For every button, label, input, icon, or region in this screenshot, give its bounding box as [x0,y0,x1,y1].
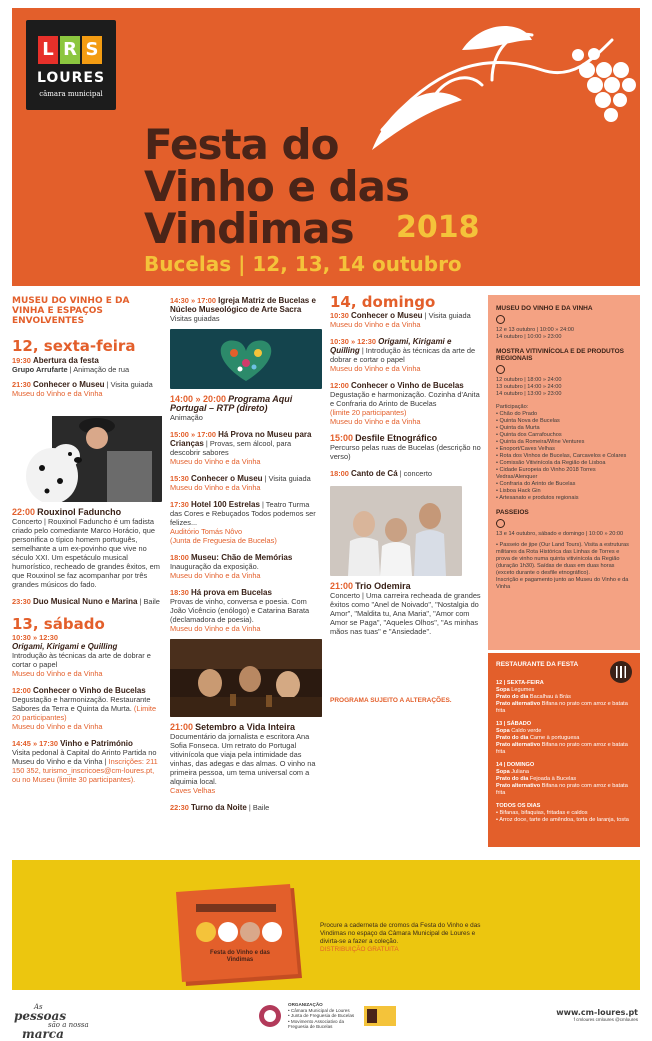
menu-value: Bifana no prato com arroz e batata frita [496,742,628,755]
event-title: Igreja Matriz de Bucelas e Núcleo Museológico de Arte Sacra [170,296,316,314]
event-time: 10:30 » 12:30 [330,337,377,346]
org-line: • Câmara Municipal de Loures [288,1007,350,1013]
event-time: 10:30 [330,311,349,320]
list-item: • Artesanato e produtos regionais [496,495,579,501]
clock-icon [496,365,505,374]
booklet-cover-title: Festa do Vinho e das Vindimas [210,950,270,963]
event-title: Origami, Kirigami e Quilling [12,642,118,651]
menu-label: Prato do dia [496,694,529,700]
menu-label: Prato alternativo [496,701,541,707]
event-item [330,311,482,329]
rouxinol-photo [12,406,162,502]
info-desc: • Passeio de jipe (Our Land Tours). Visita a estruturas militares da Rota Histórica das Linhas de Torres e prova de vinho numa quinta vitivinícola da Região (duração 1h30). Saídas de duas em duas horas (exceto durante o desfile etnográfico). [496,542,629,576]
clock-icon [496,315,505,324]
event-item [170,588,322,633]
day-heading: 14, domingo [330,293,436,311]
event-item [170,296,322,323]
event-time: 21:30 [12,380,31,389]
day-heading: 12, sexta-feira [12,337,136,355]
event-item [330,582,482,636]
booklet-text-block [320,922,490,954]
event-desc: Degustação e harmonização. Cozinha d'Anita e Confraria do Arinto de Bucelas [330,390,480,408]
menu-label: Prato do dia [496,735,529,741]
cutlery-icon [610,661,632,683]
event-time: 15:00 [330,433,354,443]
section-title: MUSEU DO VINHO E DA VINHA E ESPAÇOS ENVOLVENTES [12,296,130,326]
event-year: 2018 [396,210,480,245]
menu-value: Fejoada à Bucelas [529,776,577,782]
menu-day [496,762,632,797]
info-section-title: MUSEU DO VINHO E DA VINHA [496,305,593,312]
event-item [12,380,162,398]
restaurant-panel [488,653,640,847]
event-time: 21:00 [170,722,194,732]
wine-city-logo [364,1006,396,1026]
event-title: Rouxinol Faduncho [37,507,122,517]
event-desc: | Baile [137,597,160,606]
event-note: Inscrições: 211 150 352, turismo_inscricoes@cm-loures.pt, ou no Museu (limite 30 participantes). [12,757,158,784]
info-line: 12 outubro | 18:00 » 24:00 [496,377,562,383]
menu-value: Bifanas, bifaquias, fritadas e caldos [499,810,588,816]
event-item [170,474,322,492]
logo-letter: S [82,36,102,64]
event-desc: | Provas, sem álcool, para descobrir sabores [170,439,292,457]
menu-label: Prato do dia [496,776,529,782]
menu-value: Bacalhau à Brás [529,694,571,700]
booklet-image [176,882,306,988]
slogan-line: pessoas [14,1009,67,1023]
event-desc: Animação [170,413,203,422]
info-panel-top [488,295,640,650]
event-time: 12:00 [12,686,31,695]
participants-list [496,411,632,502]
event-item [170,395,322,422]
menu-day-title: 12 | SEXTA-FEIRA [496,680,544,686]
event-item [330,337,482,373]
menu-day-title: TODOS OS DIAS [496,803,541,809]
info-section-title: MOSTRA VITIVINÍCOLA E DE PRODUTOS REGIONAIS [496,348,624,362]
heart-illustration [170,329,322,389]
event-location: Museu do Vinho e da Vinha [170,457,261,466]
event-time: 18:00 [330,469,349,478]
organization-block [288,1002,358,1030]
event-desc: | Teatro Turma das Cores e Rebuçados Todos podemos ser felizes... [170,500,316,527]
event-time: 15:30 [170,474,189,483]
booklet-note: DISTRIBUIÇÃO GRATUITA [320,946,399,953]
org-label: ORGANIZAÇÃO [288,1002,323,1007]
event-time: 14:30 » 17:00 [170,296,217,305]
event-title: Turno da Noite [190,803,247,812]
event-item [12,633,162,678]
program-note: PROGRAMA SUJEITO A ALTERAÇÕES. [330,697,452,704]
event-title: Vinho e Património [60,739,133,748]
list-item: • Confraria do Arinto de Bucelas [496,481,576,487]
event-item [12,686,162,731]
menu-label: Prato alternativo [496,783,541,789]
org-line: • Junta de Freguesia de Bucelas [288,1013,355,1019]
event-desc: Inauguração da exposição. [170,562,259,571]
event-time: 17:30 [170,500,189,509]
event-title: Duo Musical Nuno e Marina [32,597,138,606]
slogan-line: As [34,1003,43,1011]
event-location: Museu do Vinho e da Vinha [12,722,103,731]
event-time: 22:00 [12,507,36,517]
event-title: Conhecer o Vinho de Bucelas [32,686,146,695]
logo-letter: L [38,36,58,64]
event-note: (Junta de Freguesia de Bucelas) [170,536,277,545]
festival-seal-icon [258,1004,282,1028]
event-desc: Provas de vinho, conversa e poesia. Com João Vicêncio (enólogo) e Catarina Barata (declamadora de poesia). [170,597,310,624]
loures-logo [26,20,116,110]
event-location: Museu do Vinho e da Vinha [330,364,421,373]
menu-value: Bifana no prato com arroz e batata frita [496,701,628,714]
event-title: Há prova em Bucelas [190,588,272,597]
event-desc: | Baile [246,803,270,812]
event-title: Trio Odemira [355,581,411,591]
participants-label: Participação: [496,404,529,410]
info-line: 13 outubro | 14:00 » 24:00 [496,384,562,390]
menu-label: Prato alternativo [496,742,541,748]
info-line: 14 outubro | 10:00 » 23:00 [496,334,562,340]
page-title-line3: Vindimas [144,204,354,253]
trio-odemira-photo [330,486,462,576]
event-location: Museu do Vinho e da Vinha [170,571,261,580]
event-title: Hotel 100 Estrelas [190,500,260,509]
menu-value: Bifana no prato com arroz e batata frita [496,783,628,796]
event-item [330,469,482,478]
info-note: Inscrição e pagamento junto ao Museu do Vinho e da Vinha [496,577,629,590]
event-dates: Bucelas | 12, 13, 14 outubro [144,252,462,276]
list-item: • Rota dos Vinhos de Bucelas, Carcavelos e Colares [496,453,627,459]
event-desc: | Visita guiada [104,380,153,389]
info-section-title: PASSEIOS [496,509,529,516]
info-line: 13 e 14 outubro, sábado e domingo | 10:00 » 20:00 [496,531,624,537]
event-desc: Visitas guiadas [170,314,220,323]
vine-ornament-icon [372,10,640,150]
menu-day-title: 14 | DOMINGO [496,762,535,768]
event-desc-bold: Grupo Arrufarte [12,365,68,374]
menu-label: Sopa [496,687,510,693]
event-location: Museu do Vinho e da Vinha [330,320,421,329]
list-item: • Lisboa Hack Gin [496,488,541,494]
list-item: • Cidade Europeia do Vinho 2018 Torres Vedras/Alenquer [496,467,596,480]
menu-value: Carne à portuguesa [529,735,580,741]
event-desc: Degustação e harmonização. Restaurante Sabores da Terra e Quinta da Murta. [12,695,151,713]
info-line: 14 outubro | 13:00 » 23:00 [496,391,562,397]
event-time: 22:30 [170,803,189,812]
logo-letter: R [60,36,80,64]
event-time: 15:00 » 17:00 [170,430,217,439]
menu-value: Caldo verde [511,728,542,734]
event-location: Caves Velhas [170,786,216,795]
event-title: Conhecer o Museu [190,474,263,483]
page-title-line1: Festa do [144,120,339,169]
list-item: • Chão do Prado [496,411,538,417]
event-time: 14:00 » 20:00 [170,394,227,404]
clock-icon [496,519,505,528]
logo-brand: LOURES [36,70,106,86]
page-title-line2: Vinho e das [144,162,409,211]
day-heading: 13, sábado [12,615,105,633]
event-item [170,553,322,580]
social-handles: f cmloures cmloures @cmloures [573,1017,638,1022]
event-title: Abertura da festa [32,356,99,365]
event-location: Auditório Tomás Nôvo [170,527,243,536]
column-1 [12,296,162,784]
event-location: Museu do Vinho e da Vinha [330,417,421,426]
list-item: • Comissão Vitivinícola da Região de Lisboa [496,460,606,466]
event-title: Conhecer o Museu [350,311,423,320]
event-location: Museu do Vinho e da Vinha [170,624,261,633]
event-location: Museu do Vinho e da Vinha [12,669,103,678]
menu-day [496,721,632,756]
event-note: (limite 20 participantes) [330,408,407,417]
event-desc: | Visita guiada [422,311,471,320]
event-time: 23:30 [12,597,31,606]
info-panel [488,295,640,847]
slogan-line: marca [22,1027,64,1041]
info-line: 12 e 13 outubro | 10:00 » 24:00 [496,327,574,333]
event-title: Conhecer o Vinho de Bucelas [350,381,464,390]
event-desc: Introdução às técnicas da arte de dobrar e cortar o papel [12,651,151,669]
footer-bar [0,998,652,1041]
event-desc: | Animação de rua [67,365,130,374]
event-time: 18:30 [170,588,189,597]
event-desc: Visita pedonal à Capital do Arinto Partida no Museu do Vinho e da Vinha | [12,748,157,766]
menu-label: Sopa [496,769,510,775]
event-time: 14:45 » 17:30 [12,739,59,748]
list-item: • Quinta Nova de Bucelas [496,418,560,424]
list-item: • Enoport/Caves Velhas [496,446,555,452]
event-desc: | Introdução às técnicas da arte de dobrar e cortar o papel [330,346,476,364]
event-desc: Concerto | Uma carreira recheada de grandes êxitos como "Anel de Noivado", "Nostalgia do Amor", "Maldita tu, Ana Maria", "Amor com Amor se Paga", "Aqueles Olhos", "As minhas mãos nas tuas" e "Ansiedade". [330,591,481,636]
documentary-photo [170,639,322,717]
event-item [330,381,482,426]
event-title: Desfile Etnográfico [355,433,438,443]
column-2 [170,296,322,812]
event-location: Museu do Vinho e da Vinha [170,483,261,492]
menu-value: Legumes [511,687,535,693]
event-time: 12:00 [330,381,349,390]
restaurant-title: RESTAURANTE DA FESTA [496,661,579,668]
event-time: 18:00 [170,553,189,562]
event-location: Museu do Vinho e da Vinha [12,389,103,398]
list-item: • Quinta da Murta [496,425,540,431]
event-item [170,430,322,466]
logo-subtitle: câmara municipal [39,90,103,98]
slogan-line: são a nossa [48,1021,89,1029]
menu-day [496,680,632,715]
event-desc: Percurso pelas ruas de Bucelas (descrição no verso) [330,443,481,461]
event-title: Origami, Kirigami e Quilling [330,337,452,355]
event-item [330,434,482,461]
event-title: Conhecer o Museu [32,380,105,389]
header-banner [12,8,640,286]
menu-label: Sopa [496,728,510,734]
event-item [12,356,162,374]
booklet-text: Procure a caderneta de cromos da Festa do Vinho e das Vindimas no espaço da Câmara Municipal de Loures e divirta-se a fazer a coleção. [320,922,481,945]
event-time: 19:30 [12,356,31,365]
event-title: Há Prova no Museu para Crianças [170,430,312,448]
event-note: (Limite 20 participantes) [12,704,157,722]
list-item: • Quinta dos Carrafouchos [496,432,562,438]
org-line: • Movimento Associativo da Freguesia de Bucelas [288,1018,344,1030]
website-block [556,1008,638,1022]
event-title: Museu: Chão de Memórias [190,553,293,562]
event-time: 10:30 » 12:30 [12,633,59,642]
event-desc: | concerto [397,469,433,478]
event-desc: | Visita guiada [262,474,311,483]
event-desc: Documentário da jornalista e escritora Ana Sofia Fonseca. Um retrato do Portugal vitivinícola que viaja pela intimidade das vinhas, das adegas e das almas. O vinho na primeira pessoa, um tema universal com a alquimia local. [170,732,316,786]
menu-value: Juliana [511,769,529,775]
column-3 [330,294,482,705]
event-item [170,803,322,812]
list-item: • Quinta da Romeira/Wine Ventures [496,439,585,445]
event-item [170,723,322,795]
menu-value: Arroz doce, tarte de amêndoa, torta de laranja, tosta [499,817,629,823]
menu-daily: TODOS OS DIAS • Bifanas, bifaquias, fritadas e caldos • Arroz doce, tarte de amêndoa, torta de laranja, tosta [496,803,629,823]
event-title: Canto de Cá [350,469,398,478]
event-title: Setembro a Vida Inteira [195,722,295,732]
website-link[interactable]: www.cm-loures.pt [556,1008,638,1017]
event-item [12,508,162,589]
event-desc: Concerto | Rouxinol Faduncho é um fadista criado pelo comediante Marco Horácio, que personifica o típico homem português, semelhante a um ex-povinho que vive no século XXI. Um espetáculo musical humorístico, recheado de grandes êxitos, em que Rouxinol se faz acompanhar por três grandes músicos do fado. [12,517,160,589]
event-item [12,597,162,606]
event-time: 21:00 [330,581,354,591]
event-title: Programa Aqui Portugal – RTP (direto) [170,394,293,413]
slogan [14,1004,114,1040]
menu-day-title: 13 | SÁBADO [496,721,532,727]
event-item [170,500,322,545]
event-item [12,739,162,784]
